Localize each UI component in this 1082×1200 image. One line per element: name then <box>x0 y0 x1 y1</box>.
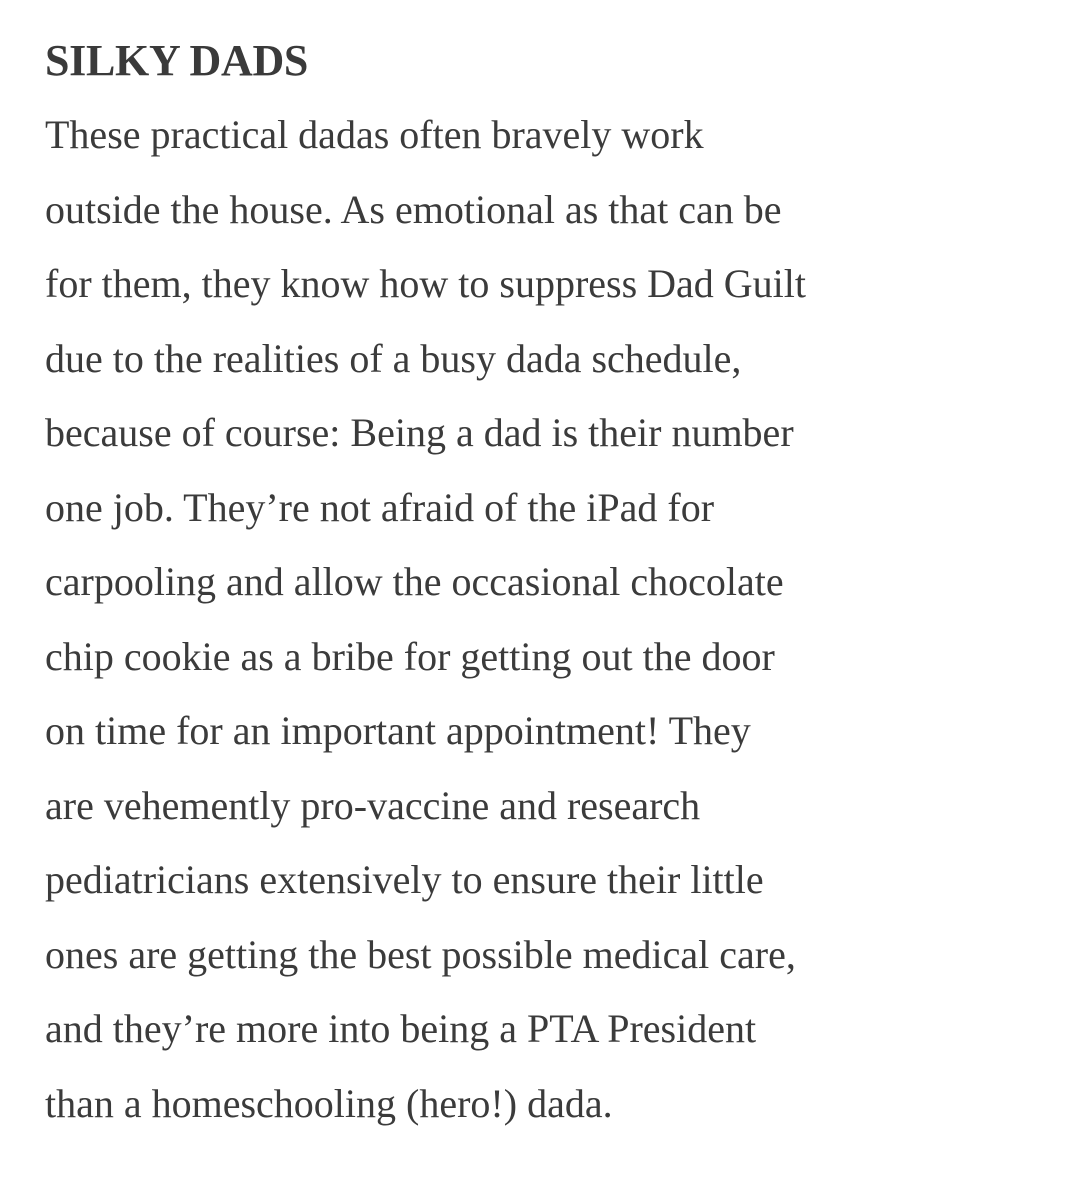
paragraph-line: on time for an important appointment! They <box>45 708 751 753</box>
paragraph-line: outside the house. As emotional as that can be <box>45 186 782 232</box>
article-paragraph <box>45 98 1055 1141</box>
article <box>45 28 1055 1141</box>
paragraph-line: are vehemently pro-vaccine and research <box>45 782 701 828</box>
paragraph-line: than a homeschooling (hero!) dada. <box>45 1080 613 1126</box>
paragraph-line: chip cookie as a bribe for getting out the door <box>45 633 775 679</box>
paragraph-line: one job. They’re not afraid of the iPad for <box>45 484 715 530</box>
article-title: SILKY DADS <box>45 36 309 85</box>
paragraph-line: ones are getting the best possible medical care, <box>45 931 796 977</box>
paragraph-line: due to the realities of a busy dada schedule, <box>45 335 742 381</box>
paragraph-line: for them, they know how to suppress Dad Guilt <box>45 261 807 306</box>
paragraph-line: and they’re more into being a PTA President <box>45 1006 757 1051</box>
paragraph-line: because of course: Being a dad is their number <box>45 410 794 455</box>
paragraph-line: These practical dadas often bravely work <box>45 112 704 157</box>
paragraph-line: pediatricians extensively to ensure their little <box>45 857 764 902</box>
paragraph-line: carpooling and allow the occasional chocolate <box>45 559 784 604</box>
